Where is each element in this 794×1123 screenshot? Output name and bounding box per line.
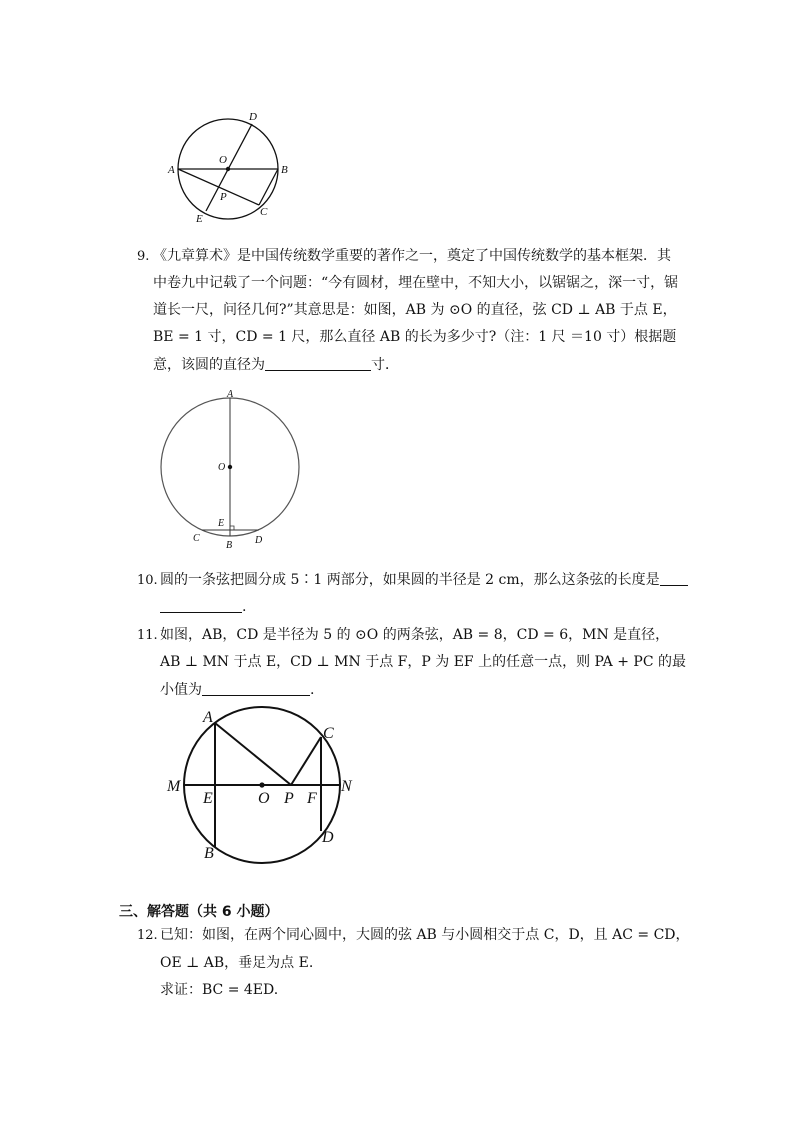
q11-line-1: 如图，AB，CD 是半径为 5 的 ⊙O 的两条弦，AB = 8，CD = 6，MN 是直径，: [160, 627, 670, 643]
fig2-label-c: C: [193, 533, 200, 544]
fig3-label-d: D: [322, 829, 334, 846]
fig3-label-e: E: [203, 790, 213, 807]
q12-line-1: 已知：如图，在两个同心圆中，大圆的弦 AB 与小圆相交于点 C，D，且 AC = CD，: [160, 927, 690, 943]
fig3-label-o: O: [258, 790, 270, 807]
q10-line-2-suffix: .: [242, 599, 247, 615]
fig2-label-o: O: [218, 462, 226, 473]
q11-line-3-suffix: .: [310, 682, 315, 698]
q9-line-3: 道长一尺，问径几何?”其意思是：如图，AB 为 ⊙O 的直径，弦 CD ⊥ AB 于点 E，: [153, 302, 677, 318]
fig1-label-b: B: [281, 164, 288, 176]
q12-line-3: 求证：BC = 4ED.: [160, 982, 279, 998]
fig3-label-c: C: [323, 725, 334, 742]
fig3-label-m: M: [167, 778, 181, 795]
q9-line-5-prefix: 意，该圆的直径为: [153, 357, 265, 373]
fig1-label-o: O: [219, 154, 227, 166]
fig1-label-e: E: [196, 213, 203, 225]
fig1-label-p: P: [220, 191, 227, 203]
fig3-label-f: F: [307, 790, 317, 807]
section-3-title: 三、解答题（共 6 小题）: [119, 904, 279, 920]
q9-line-2: 中卷九中记载了一个问题：“今有圆材，埋在壁中，不知大小，以锯锯之，深一寸，锯: [153, 275, 679, 291]
q11-line-2: AB ⊥ MN 于点 E，CD ⊥ MN 于点 F，P 为 EF 上的任意一点，则 PA + PC 的最: [160, 654, 686, 670]
fig3-label-n: N: [341, 778, 352, 795]
fig3-label-b: B: [204, 845, 214, 862]
q9-number: 9.: [137, 249, 150, 264]
fig3-label-a: A: [203, 709, 213, 726]
fig2-label-e: E: [218, 518, 225, 529]
q10-number: 10.: [137, 573, 158, 588]
fig1-label-a: A: [168, 164, 175, 176]
q9-line-1: 《九章算术》是中国传统数学重要的著作之一，奠定了中国传统数学的基本框架．其: [153, 248, 671, 264]
fig1-label-d: D: [249, 111, 257, 123]
q9-line-5-suffix: 寸．: [371, 357, 399, 373]
fig2-label-a: A: [227, 389, 234, 400]
fig1-label-c: C: [260, 206, 268, 218]
fig2-label-d: D: [255, 535, 263, 546]
fig3-label-p: P: [284, 790, 294, 807]
q11-number: 11.: [137, 628, 158, 643]
q10-line-1-text: 圆的一条弦把圆分成 5∶1 两部分，如果圆的半径是 2 cm，那么这条弦的长度是: [160, 572, 660, 588]
q9-line-4: BE = 1 寸，CD = 1 尺，那么直径 AB 的长为多少寸?（注：1 尺 ＝10 寸）根据题: [153, 329, 677, 345]
q11-line-3-prefix: 小值为: [160, 682, 202, 698]
q12-number: 12.: [137, 928, 158, 943]
q12-line-2: OE ⊥ AB，垂足为点 E.: [160, 955, 314, 971]
fig2-label-b: B: [226, 540, 233, 551]
